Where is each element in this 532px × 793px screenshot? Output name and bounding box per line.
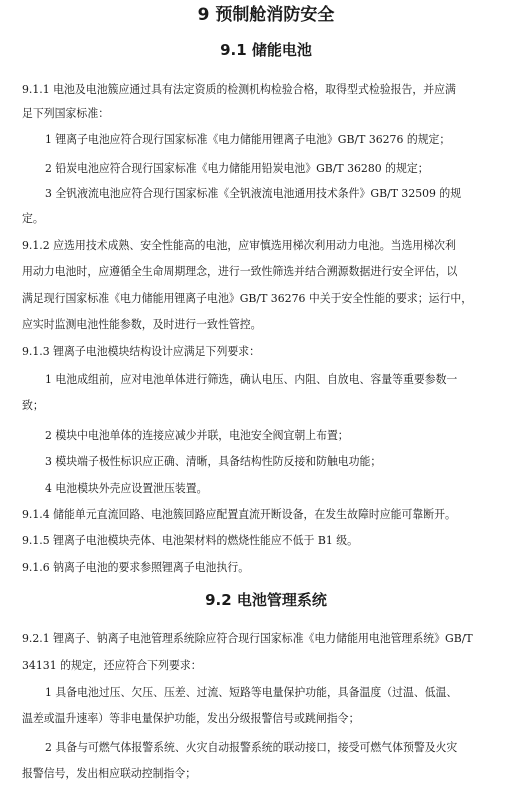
list-item: 1 电池成组前，应对电池单体进行筛选，确认电压、内阻、自放电、容量等重要参数一: [45, 373, 458, 386]
paragraph-line: 满足现行国家标准《电力储能用锂离子电池》GB/T 36276 中关于安全性能的要求；运行中，: [22, 292, 473, 305]
section-9-1-title: 9.1 储能电池: [220, 41, 312, 59]
paragraph-line: 足下列国家标准：: [22, 107, 110, 120]
paragraph-line: 9.1.2 应选用技术成熟、安全性能高的电池，应审慎选用梯次利用动力电池。当选用梯次利: [22, 239, 456, 252]
paragraph-line: 用动力电池时，应遵循全生命周期理念，进行一致性筛选并结合溯源数据进行安全评估，以: [22, 265, 458, 278]
section-9-title: 9 预制舱消防安全: [197, 5, 335, 25]
list-item: 2 具备与可燃气体报警系统、火灾自动报警系统的联动接口，接受可燃气体预警及火灾: [45, 741, 458, 754]
paragraph-line: 报警信号，发出相应联动控制指令；: [22, 767, 197, 780]
section-9-2-title: 9.2 电池管理系统: [205, 591, 327, 609]
list-item: 2 模块中电池单体的连接应减少并联，电池安全阀宜朝上布置；: [45, 429, 349, 442]
paragraph-line: 定。: [22, 212, 44, 225]
paragraph-line: 9.1.5 锂离子电池模块壳体、电池架材料的燃烧性能应不低于 B1 级。: [22, 534, 359, 547]
paragraph-line: 9.1.1 电池及电池簇应通过具有法定资质的检测机构检验合格，取得型式检验报告，并应满: [22, 83, 456, 96]
paragraph-line: 9.2.1 锂离子、钠离子电池管理系统除应符合现行国家标准《电力储能用电池管理系统》GB/T: [22, 632, 473, 645]
list-item: 3 模块端子极性标识应正确、清晰，具备结构性防反接和防触电功能；: [45, 455, 382, 468]
list-item: 1 具备电池过压、欠压、压差、过流、短路等电量保护功能，具备温度（过温、低温、: [45, 686, 458, 699]
paragraph-line: 9.1.3 锂离子电池模块结构设计应满足下列要求：: [22, 345, 260, 358]
paragraph-line: 温差或温升速率）等非电量保护功能，发出分级报警信号或跳闸指令；: [22, 712, 360, 725]
list-item: 3 全钒液流电池应符合现行国家标准《全钒液流电池通用技术条件》GB/T 32509 的规: [45, 187, 462, 200]
list-item: 2 铅炭电池应符合现行国家标准《电力储能用铅炭电池》GB/T 36280 的规定；: [45, 162, 429, 175]
paragraph-line: 34131 的规定，还应符合下列要求：: [22, 659, 202, 672]
list-item: 1 锂离子电池应符合现行国家标准《电力储能用锂离子电池》GB/T 36276 的规定；: [45, 133, 451, 146]
list-item: 4 电池模块外壳应设置泄压装置。: [45, 482, 208, 495]
paragraph-line: 9.1.6 钠离子电池的要求参照锂离子电池执行。: [22, 561, 250, 574]
paragraph-line: 应实时监测电池性能参数，及时进行一致性管控。: [22, 318, 262, 331]
paragraph-line: 致；: [22, 399, 44, 412]
paragraph-line: 9.1.4 储能单元直流回路、电池簇回路应配置直流开断设备，在发生故障时应能可靠断开。: [22, 508, 456, 521]
